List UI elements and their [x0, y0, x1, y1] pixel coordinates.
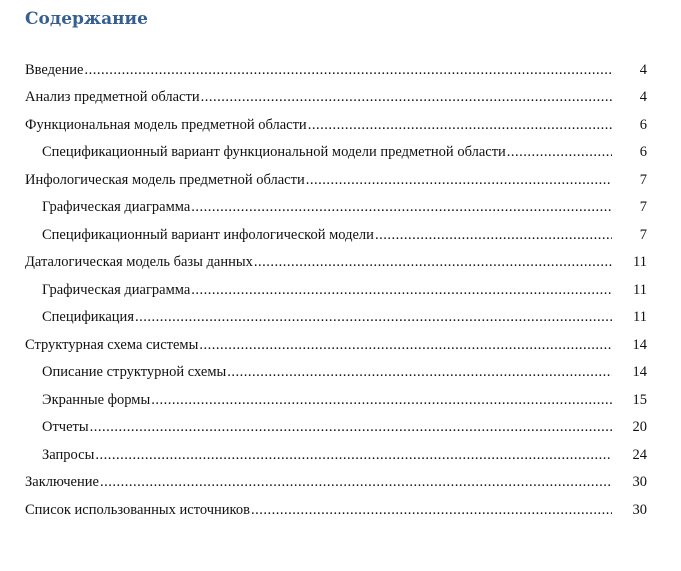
toc-entry-page: 24 [632, 446, 647, 463]
dot-leader [201, 88, 612, 106]
toc-entry[interactable] [0, 414, 681, 442]
toc-entry-label: Спецификация [42, 309, 134, 326]
toc-title: Содержание [25, 9, 148, 29]
toc-entry-page: 6 [639, 116, 647, 133]
dot-leader [306, 171, 612, 189]
toc-entry-page: 7 [639, 199, 647, 216]
dot-leader [90, 418, 612, 436]
toc-entry-label: Запросы [42, 446, 95, 463]
toc-entry-label: Отчеты [42, 419, 89, 436]
dot-leader [135, 308, 612, 326]
toc-entry[interactable] [0, 194, 681, 222]
dot-leader [84, 61, 612, 79]
dot-leader [191, 281, 612, 299]
dot-leader [95, 446, 612, 464]
toc-entry-page: 11 [633, 309, 647, 326]
dot-leader [251, 501, 612, 519]
toc-entry-label: Анализ предметной области [25, 89, 200, 106]
toc-entry-page: 14 [632, 364, 647, 381]
toc-entry[interactable] [0, 111, 681, 139]
toc-entry-label: Инфологическая модель предметной области [25, 171, 305, 188]
toc-entry-page: 11 [633, 281, 647, 298]
toc-entry[interactable] [0, 166, 681, 194]
dot-leader [100, 473, 612, 491]
toc-entry[interactable] [0, 331, 681, 359]
toc-entry[interactable] [0, 139, 681, 167]
toc-entry[interactable] [0, 221, 681, 249]
toc-entry-page: 11 [633, 254, 647, 271]
dot-leader [254, 253, 612, 271]
toc-entry[interactable] [0, 496, 681, 524]
toc-entry[interactable] [0, 441, 681, 469]
dot-leader [191, 198, 612, 216]
toc-entry-page: 7 [639, 226, 647, 243]
toc-entry[interactable] [0, 386, 681, 414]
dot-leader [507, 143, 612, 161]
toc-entry-page: 30 [632, 501, 647, 518]
toc-entry-page: 6 [639, 144, 647, 161]
toc-entry-page: 20 [632, 419, 647, 436]
toc-entry-page: 7 [639, 171, 647, 188]
toc-entry-label: Даталогическая модель базы данных [25, 254, 253, 271]
toc-entry-page: 4 [639, 89, 647, 106]
toc-entry-page: 30 [632, 474, 647, 491]
toc-list [0, 56, 681, 524]
toc-entry[interactable] [0, 276, 681, 304]
dot-leader [308, 116, 612, 134]
toc-entry[interactable] [0, 304, 681, 332]
dot-leader [199, 336, 612, 354]
toc-entry-label: Функциональная модель предметной области [25, 116, 307, 133]
toc-entry-page: 15 [632, 391, 647, 408]
dot-leader [227, 363, 612, 381]
toc-entry-page: 14 [632, 336, 647, 353]
dot-leader [375, 226, 612, 244]
toc-entry[interactable] [0, 359, 681, 387]
toc-entry-label: Графическая диаграмма [42, 199, 191, 216]
toc-entry-label: Графическая диаграмма [42, 281, 191, 298]
toc-entry[interactable] [0, 56, 681, 84]
toc-entry-label: Введение [25, 61, 84, 78]
toc-entry-label: Описание структурной схемы [42, 364, 227, 381]
toc-entry-label: Заключение [25, 474, 99, 491]
dot-leader [151, 391, 612, 409]
toc-entry[interactable] [0, 84, 681, 112]
toc-entry-label: Экранные формы [42, 391, 151, 408]
toc-entry-label: Список использованных источников [25, 501, 250, 518]
toc-entry-page: 4 [639, 61, 647, 78]
toc-entry[interactable] [0, 249, 681, 277]
toc-entry-label: Спецификационный вариант инфологической модели [42, 226, 374, 243]
toc-entry[interactable] [0, 469, 681, 497]
toc-entry-label: Спецификационный вариант функциональной модели предметной области [42, 144, 506, 161]
toc-entry-label: Структурная схема системы [25, 336, 199, 353]
